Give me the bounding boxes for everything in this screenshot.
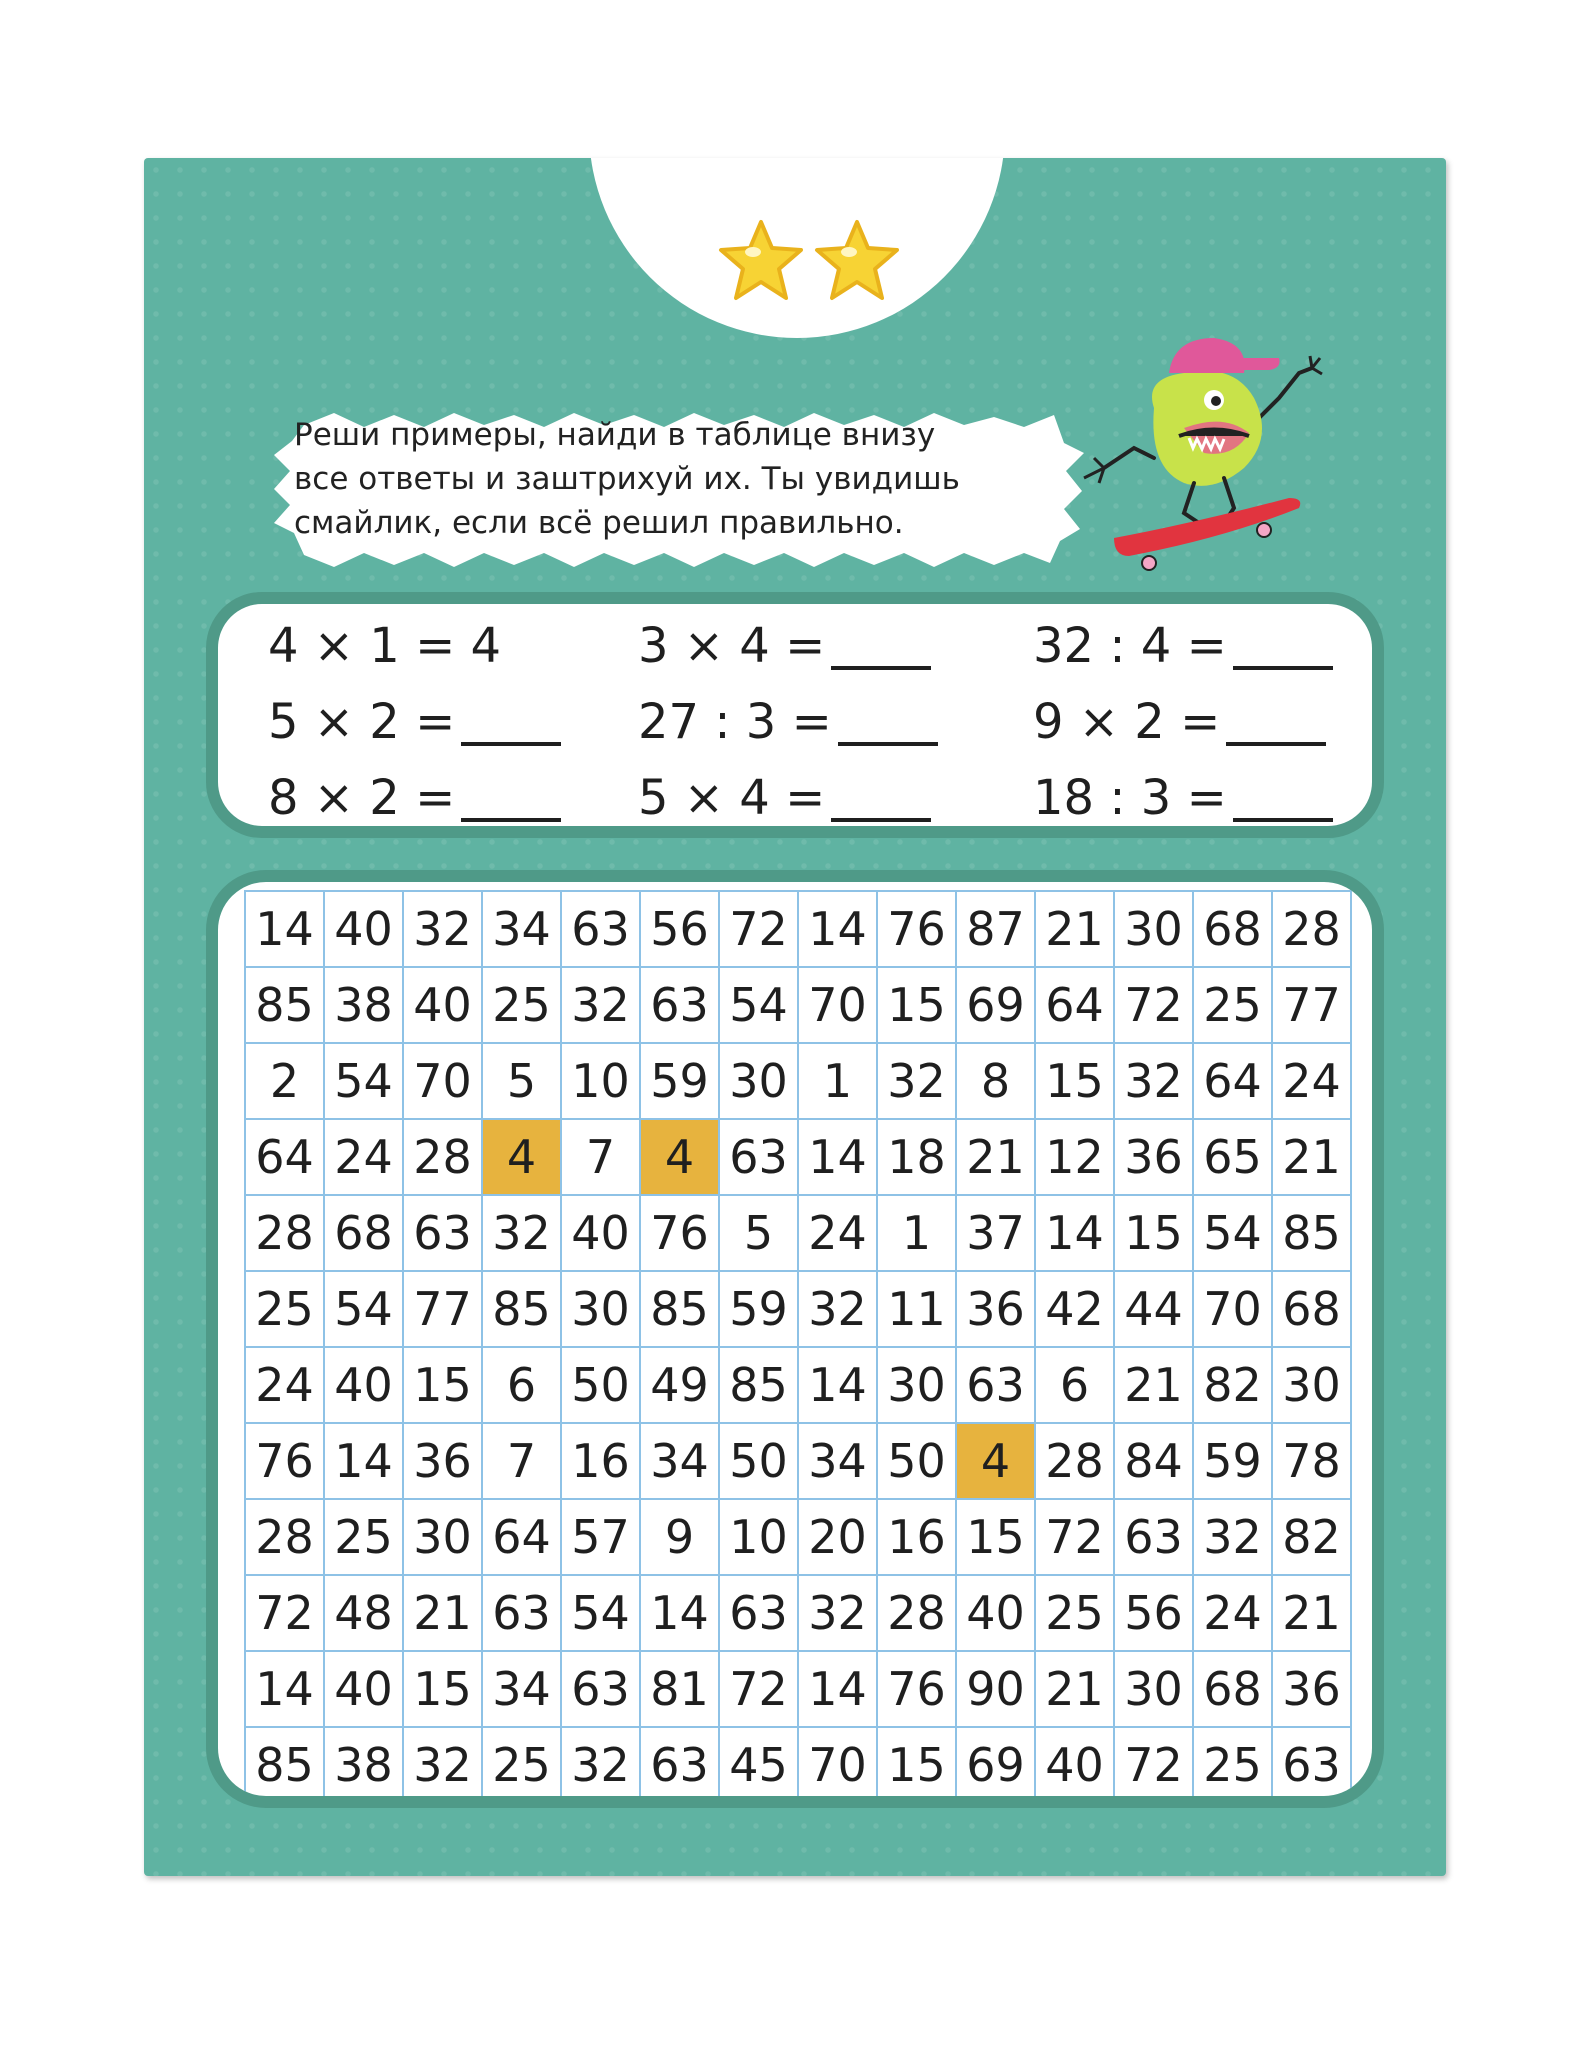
grid-cell[interactable]: 50: [877, 1423, 956, 1499]
grid-cell[interactable]: 63: [1114, 1499, 1193, 1575]
equation-text: 32 : 4 =: [1033, 618, 1227, 674]
grid-cell[interactable]: 14: [798, 1347, 877, 1423]
number-grid-panel: [206, 870, 1384, 1808]
answer-blank[interactable]: [838, 692, 938, 746]
grid-cell[interactable]: 40: [561, 1195, 640, 1271]
instruction-text: [294, 413, 1014, 545]
grid-cell[interactable]: 30: [1272, 1347, 1351, 1423]
grid-cell[interactable]: 59: [640, 1043, 719, 1119]
equation-text: 18 : 3 =: [1033, 770, 1227, 826]
grid-cell[interactable]: 21: [1035, 1651, 1114, 1727]
answer-blank[interactable]: [831, 616, 931, 670]
star-icon: [813, 218, 901, 302]
grid-cell[interactable]: 20: [798, 1499, 877, 1575]
grid-cell[interactable]: 9: [640, 1499, 719, 1575]
equation: [268, 768, 561, 828]
grid-cell[interactable]: 30: [877, 1347, 956, 1423]
grid-cell[interactable]: 14: [798, 1119, 877, 1195]
grid-row: [245, 1423, 1351, 1499]
grid-cell[interactable]: 32: [798, 1575, 877, 1651]
grid-row: [245, 1651, 1351, 1727]
grid-cell[interactable]: 18: [877, 1119, 956, 1195]
grid-cell[interactable]: 24: [798, 1195, 877, 1271]
grid-cell[interactable]: 84: [1114, 1423, 1193, 1499]
grid-cell[interactable]: 36: [1272, 1651, 1351, 1727]
grid-cell[interactable]: 32: [798, 1271, 877, 1347]
grid-cell[interactable]: 85: [719, 1347, 798, 1423]
grid-cell[interactable]: 85: [1272, 1195, 1351, 1271]
equation-text: 27 : 3 =: [638, 694, 832, 750]
grid-cell[interactable]: 14: [1035, 1195, 1114, 1271]
equation: [638, 768, 931, 828]
grid-cell[interactable]: 30: [403, 1499, 482, 1575]
instruction-line: Реши примеры, найди в таблице внизу: [294, 417, 936, 453]
grid-cell[interactable]: 56: [640, 891, 719, 967]
grid-cell[interactable]: 77: [1272, 967, 1351, 1043]
star-icon: [717, 218, 805, 302]
grid-cell[interactable]: 72: [719, 891, 798, 967]
equation-example: [268, 616, 501, 676]
grid-cell[interactable]: 40: [324, 1651, 403, 1727]
instruction-line: смайлик, если всё решил правильно.: [294, 505, 904, 541]
grid-cell[interactable]: 10: [561, 1043, 640, 1119]
grid-cell[interactable]: 63: [561, 1651, 640, 1727]
grid-cell[interactable]: 10: [719, 1499, 798, 1575]
grid-cell[interactable]: 78: [1272, 1423, 1351, 1499]
grid-cell[interactable]: 68: [324, 1195, 403, 1271]
grid-cell[interactable]: 16: [561, 1423, 640, 1499]
grid-cell[interactable]: 59: [719, 1271, 798, 1347]
grid-cell[interactable]: 25: [1193, 967, 1272, 1043]
grid-cell[interactable]: 32: [561, 1727, 640, 1803]
grid-cell[interactable]: 28: [877, 1575, 956, 1651]
grid-cell[interactable]: 14: [798, 1651, 877, 1727]
equation: [638, 692, 938, 752]
grid-cell[interactable]: 40: [324, 891, 403, 967]
grid-cell[interactable]: 30: [1114, 891, 1193, 967]
grid-cell[interactable]: 72: [1035, 1499, 1114, 1575]
grid-cell[interactable]: 14: [324, 1423, 403, 1499]
grid-cell[interactable]: 36: [1114, 1119, 1193, 1195]
grid-cell[interactable]: 64: [1193, 1043, 1272, 1119]
grid-cell[interactable]: 11: [877, 1271, 956, 1347]
grid-cell[interactable]: 32: [403, 891, 482, 967]
grid-cell[interactable]: 15: [877, 967, 956, 1043]
grid-cell[interactable]: 63: [482, 1575, 561, 1651]
grid-cell[interactable]: 25: [482, 1727, 561, 1803]
equation-text: 8 × 2 =: [268, 770, 456, 826]
grid-cell[interactable]: 40: [403, 967, 482, 1043]
grid-cell[interactable]: 63: [403, 1195, 482, 1271]
worksheet-card: [144, 158, 1446, 1876]
grid-cell[interactable]: 59: [1193, 1423, 1272, 1499]
grid-row: [245, 1043, 1351, 1119]
equation-text: 4 × 1 = 4: [268, 618, 502, 674]
grid-cell[interactable]: 70: [1193, 1271, 1272, 1347]
grid-cell[interactable]: 30: [561, 1271, 640, 1347]
grid-row: [245, 967, 1351, 1043]
grid-cell[interactable]: 28: [245, 1499, 324, 1575]
grid-cell[interactable]: 81: [640, 1651, 719, 1727]
grid-row: [245, 1347, 1351, 1423]
grid-cell[interactable]: 24: [245, 1347, 324, 1423]
grid-cell[interactable]: 24: [1272, 1043, 1351, 1119]
grid-cell[interactable]: 40: [324, 1347, 403, 1423]
grid-cell[interactable]: 63: [1272, 1727, 1351, 1803]
grid-cell[interactable]: 34: [798, 1423, 877, 1499]
grid-cell[interactable]: 54: [324, 1271, 403, 1347]
grid-cell[interactable]: 14: [245, 1651, 324, 1727]
grid-cell[interactable]: 30: [719, 1043, 798, 1119]
grid-cell[interactable]: 24: [1193, 1575, 1272, 1651]
grid-cell[interactable]: 85: [245, 967, 324, 1043]
grid-cell[interactable]: 15: [1114, 1195, 1193, 1271]
grid-cell[interactable]: 36: [956, 1271, 1035, 1347]
grid-cell[interactable]: 16: [877, 1499, 956, 1575]
grid-cell[interactable]: 82: [1272, 1499, 1351, 1575]
grid-cell[interactable]: 72: [719, 1651, 798, 1727]
grid-cell[interactable]: 4: [482, 1119, 561, 1195]
grid-cell[interactable]: 28: [403, 1119, 482, 1195]
grid-cell[interactable]: 54: [1193, 1195, 1272, 1271]
equation: [638, 616, 931, 676]
grid-cell[interactable]: 44: [1114, 1271, 1193, 1347]
grid-cell[interactable]: 54: [324, 1043, 403, 1119]
grid-cell[interactable]: 54: [561, 1575, 640, 1651]
grid-cell[interactable]: 70: [798, 1727, 877, 1803]
grid-cell[interactable]: 38: [324, 1727, 403, 1803]
grid-cell[interactable]: 63: [640, 967, 719, 1043]
grid-row: [245, 1271, 1351, 1347]
grid-row: [245, 1195, 1351, 1271]
grid-cell[interactable]: 50: [719, 1423, 798, 1499]
grid-cell[interactable]: 76: [245, 1423, 324, 1499]
grid-cell[interactable]: 63: [561, 891, 640, 967]
grid-row: [245, 1727, 1351, 1803]
answer-blank[interactable]: [461, 692, 561, 746]
grid-cell[interactable]: 63: [640, 1727, 719, 1803]
grid-cell[interactable]: 14: [798, 891, 877, 967]
grid-cell[interactable]: 28: [1035, 1423, 1114, 1499]
grid-cell[interactable]: 90: [956, 1651, 1035, 1727]
equation: [1033, 768, 1333, 828]
grid-cell[interactable]: 40: [956, 1575, 1035, 1651]
grid-cell[interactable]: 25: [245, 1271, 324, 1347]
grid-cell[interactable]: 68: [1272, 1271, 1351, 1347]
grid-cell[interactable]: 76: [640, 1195, 719, 1271]
equation-text: 5 × 4 =: [638, 770, 826, 826]
grid-cell[interactable]: 54: [719, 967, 798, 1043]
grid-cell[interactable]: 4: [640, 1119, 719, 1195]
grid-cell[interactable]: 12: [1035, 1119, 1114, 1195]
grid-cell[interactable]: 34: [482, 891, 561, 967]
grid-cell[interactable]: 25: [1193, 1727, 1272, 1803]
grid-cell[interactable]: 8: [956, 1043, 1035, 1119]
grid-cell[interactable]: 76: [877, 1651, 956, 1727]
skateboard-monster-illustration: [1074, 318, 1324, 578]
grid-cell[interactable]: 85: [640, 1271, 719, 1347]
grid-cell[interactable]: 6: [1035, 1347, 1114, 1423]
grid-cell[interactable]: 21: [1272, 1119, 1351, 1195]
grid-cell[interactable]: 63: [719, 1119, 798, 1195]
grid-cell[interactable]: 1: [877, 1195, 956, 1271]
grid-cell[interactable]: 15: [403, 1347, 482, 1423]
grid-cell[interactable]: 15: [877, 1727, 956, 1803]
equation-text: 5 × 2 =: [268, 694, 456, 750]
grid-cell[interactable]: 21: [1272, 1575, 1351, 1651]
instruction-line: все ответы и заштрихуй их. Ты увидишь: [294, 461, 960, 497]
grid-cell[interactable]: 65: [1193, 1119, 1272, 1195]
grid-cell[interactable]: 45: [719, 1727, 798, 1803]
grid-cell[interactable]: 21: [403, 1575, 482, 1651]
header-tab: [589, 158, 1005, 338]
grid-cell[interactable]: 76: [877, 891, 956, 967]
grid-cell[interactable]: 25: [1035, 1575, 1114, 1651]
grid-cell[interactable]: 34: [482, 1651, 561, 1727]
grid-cell[interactable]: 30: [1114, 1651, 1193, 1727]
grid-cell[interactable]: 82: [1193, 1347, 1272, 1423]
grid-cell[interactable]: 49: [640, 1347, 719, 1423]
equations-panel: [206, 592, 1384, 838]
grid-cell[interactable]: 69: [956, 1727, 1035, 1803]
equation-text: 3 × 4 =: [638, 618, 826, 674]
grid-cell[interactable]: 50: [561, 1347, 640, 1423]
grid-cell[interactable]: 40: [1035, 1727, 1114, 1803]
grid-cell[interactable]: 72: [1114, 1727, 1193, 1803]
grid-cell[interactable]: 32: [403, 1727, 482, 1803]
grid-cell[interactable]: 64: [482, 1499, 561, 1575]
grid-cell[interactable]: 56: [1114, 1575, 1193, 1651]
grid-cell[interactable]: 70: [403, 1043, 482, 1119]
grid-cell[interactable]: 14: [245, 891, 324, 967]
grid-cell[interactable]: 85: [245, 1727, 324, 1803]
grid-cell[interactable]: 69: [956, 967, 1035, 1043]
grid-cell[interactable]: 32: [1114, 1043, 1193, 1119]
grid-row: [245, 1575, 1351, 1651]
grid-cell[interactable]: 64: [245, 1119, 324, 1195]
answer-blank[interactable]: [831, 768, 931, 822]
grid-cell[interactable]: 34: [640, 1423, 719, 1499]
grid-cell[interactable]: 77: [403, 1271, 482, 1347]
grid-cell[interactable]: 5: [719, 1195, 798, 1271]
grid-cell[interactable]: 38: [324, 967, 403, 1043]
grid-cell[interactable]: 85: [482, 1271, 561, 1347]
grid-cell[interactable]: 6: [482, 1347, 561, 1423]
grid-cell[interactable]: 63: [956, 1347, 1035, 1423]
grid-cell[interactable]: 28: [1272, 891, 1351, 967]
grid-cell[interactable]: 25: [324, 1499, 403, 1575]
grid-cell[interactable]: 63: [719, 1575, 798, 1651]
grid-cell[interactable]: 15: [403, 1651, 482, 1727]
answer-blank[interactable]: [1226, 692, 1326, 746]
grid-cell[interactable]: 70: [798, 967, 877, 1043]
grid-cell[interactable]: 68: [1193, 1651, 1272, 1727]
grid-cell[interactable]: 4: [956, 1423, 1035, 1499]
grid-cell[interactable]: 36: [403, 1423, 482, 1499]
grid-cell[interactable]: 48: [324, 1575, 403, 1651]
grid-row: [245, 1119, 1351, 1195]
grid-cell[interactable]: 37: [956, 1195, 1035, 1271]
grid-cell[interactable]: 21: [956, 1119, 1035, 1195]
grid-row: [245, 1499, 1351, 1575]
grid-cell[interactable]: 21: [1035, 891, 1114, 967]
number-grid: [244, 890, 1352, 1804]
grid-cell[interactable]: 87: [956, 891, 1035, 967]
answer-blank[interactable]: [1233, 768, 1333, 822]
grid-cell[interactable]: 24: [324, 1119, 403, 1195]
grid-cell[interactable]: 28: [245, 1195, 324, 1271]
grid-cell[interactable]: 32: [877, 1043, 956, 1119]
grid-cell[interactable]: 25: [482, 967, 561, 1043]
grid-cell[interactable]: 5: [482, 1043, 561, 1119]
grid-cell[interactable]: 72: [1114, 967, 1193, 1043]
grid-cell[interactable]: 1: [798, 1043, 877, 1119]
answer-blank[interactable]: [461, 768, 561, 822]
grid-cell[interactable]: 42: [1035, 1271, 1114, 1347]
answer-blank[interactable]: [1233, 616, 1333, 670]
grid-cell[interactable]: 7: [482, 1423, 561, 1499]
grid-cell[interactable]: 72: [245, 1575, 324, 1651]
equation-text: 9 × 2 =: [1033, 694, 1221, 750]
equation: [268, 692, 561, 752]
grid-cell[interactable]: 21: [1114, 1347, 1193, 1423]
grid-cell[interactable]: 68: [1193, 891, 1272, 967]
grid-cell[interactable]: 57: [561, 1499, 640, 1575]
grid-cell[interactable]: 32: [482, 1195, 561, 1271]
grid-cell[interactable]: 2: [245, 1043, 324, 1119]
grid-row: [245, 891, 1351, 967]
grid-cell[interactable]: 15: [1035, 1043, 1114, 1119]
grid-cell[interactable]: 7: [561, 1119, 640, 1195]
grid-cell[interactable]: 64: [1035, 967, 1114, 1043]
grid-cell[interactable]: 14: [640, 1575, 719, 1651]
grid-cell[interactable]: 32: [561, 967, 640, 1043]
equation: [1033, 616, 1333, 676]
equation: [1033, 692, 1326, 752]
grid-cell[interactable]: 15: [956, 1499, 1035, 1575]
grid-cell[interactable]: 32: [1193, 1499, 1272, 1575]
